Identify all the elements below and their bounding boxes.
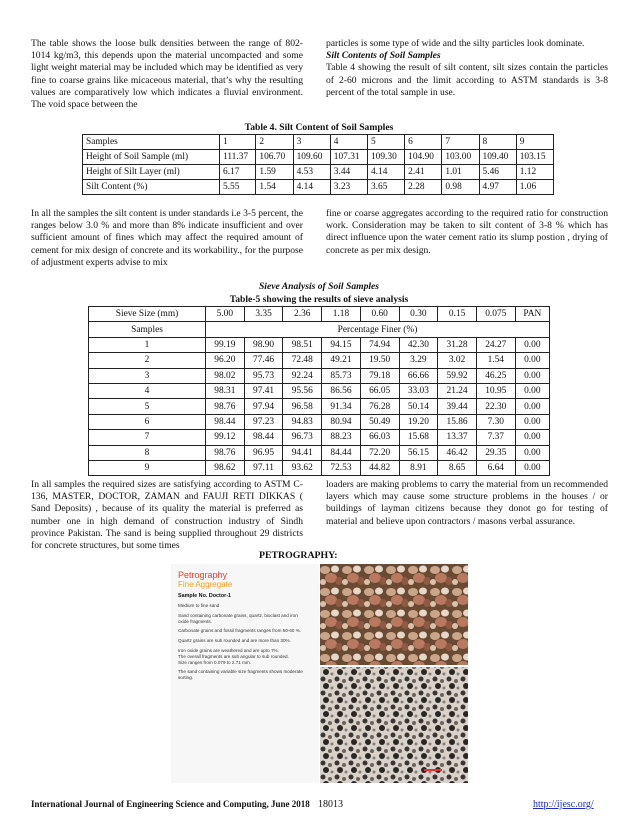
sample-number: 6	[89, 414, 206, 429]
table-cell: 98.44	[206, 414, 245, 429]
table-cell: 103.15	[516, 150, 553, 165]
table-cell: 4.14	[367, 165, 404, 180]
table-cell: 7	[442, 135, 479, 150]
table-row	[89, 399, 550, 414]
table-cell: 109.30	[367, 150, 404, 165]
table-cell: 97.23	[244, 414, 283, 429]
sieve-size: 5.00	[206, 307, 245, 322]
table-header-row	[89, 307, 550, 322]
sample-number: 8	[89, 445, 206, 460]
table-cell: 66.03	[360, 430, 399, 445]
row-label: Samples	[83, 135, 220, 150]
table-cell: 92.24	[283, 368, 322, 383]
table-cell: 99.19	[206, 337, 245, 352]
sieve-size: 0.075	[476, 307, 515, 322]
table-cell: 72.53	[322, 460, 361, 475]
table-cell: 96.20	[206, 353, 245, 368]
table-cell: 95.56	[283, 383, 322, 398]
table-cell: 46.25	[476, 368, 515, 383]
table-cell: 0.00	[515, 337, 549, 352]
section-heading: Silt Contents of Soil Samples	[326, 50, 441, 62]
table-row	[89, 337, 550, 352]
table-cell: 50.49	[360, 414, 399, 429]
table-cell: 66.05	[360, 383, 399, 398]
table-cell: 3.29	[399, 353, 438, 368]
table-cell: 59.92	[438, 368, 477, 383]
table-subheader-row	[89, 322, 550, 337]
table-cell: 6.64	[476, 460, 515, 475]
paragraph: In all the samples the silt content is under standards i.e 3-5 percent, the ranges below 3.0 % and more than 8% indicate insufficient and over sufficient amount of fines which may affect the required amount of cement for mix design of concrete and its workability., for the purpose of adjustment experts advise to mix	[31, 208, 304, 268]
table-cell: 97.94	[244, 399, 283, 414]
paragraph: The table shows the loose bulk densities between the range of 802-1014 kg/m3, this depends upon the material uncompacted and some light weight material may be included which may be identified as very fine to coarse grains like micaceous material, that’s why the resulting values are comparatively low which indicates a fluvial environment. The void space between the	[31, 38, 303, 111]
paragraph: In all samples the required sizes are satisfying according to ASTM C-136, MASTER, DOCTOR, ZAMAN and FAUJI RETI DIKKAS ( Sand Deposits) , because of its quality the material is preferred as number one in high demand of construction industry of Sindh province Pakistan. The sand is being supplied throughout 29 districts for concrete structures, but some times	[31, 479, 303, 552]
sieve-size: 0.60	[360, 307, 399, 322]
table-cell: 98.76	[206, 445, 245, 460]
table5-caption: Table-5 showing the results of sieve analysis	[229, 294, 409, 305]
petrography-text-panel	[171, 564, 319, 783]
table-cell: 0.00	[515, 460, 549, 475]
table-cell: 7.30	[476, 414, 515, 429]
table-cell: 1.54	[476, 353, 515, 368]
table-cell: 0.00	[515, 383, 549, 398]
table-cell: 86.56	[322, 383, 361, 398]
table-cell: 106.70	[256, 150, 293, 165]
table-cell: 22.30	[476, 399, 515, 414]
table-cell: 95.73	[244, 368, 283, 383]
table-cell: 1.01	[442, 165, 479, 180]
table-row	[89, 460, 550, 475]
sample-number: 3	[89, 368, 206, 383]
footer-url[interactable]: http://ijesc.org/	[533, 799, 594, 810]
right-column-mid	[326, 208, 608, 257]
table-row	[89, 368, 550, 383]
table-cell: 6.17	[220, 165, 256, 180]
table-cell: 98.44	[244, 430, 283, 445]
table-cell: 1	[220, 135, 256, 150]
table-cell: 96.73	[283, 430, 322, 445]
paragraph: fine or coarse aggregates according to the required ratio for construction work. Consideration may be taken to silt content of 3-8 % which has direct influence upon the water cement ratio its slump postion , drying of concrete as per mix design.	[326, 208, 608, 256]
sieve-size: 2.36	[283, 307, 322, 322]
table-cell: 3.23	[330, 180, 367, 195]
table-cell: 1.12	[516, 165, 553, 180]
table-cell: 76.28	[360, 399, 399, 414]
sieve-size: 1.18	[322, 307, 361, 322]
table-cell: 5.55	[220, 180, 256, 195]
table-cell: 8.91	[399, 460, 438, 475]
table-row	[89, 383, 550, 398]
table-cell: 1.54	[256, 180, 293, 195]
sample-number: 9	[89, 460, 206, 475]
table-cell: 88.23	[322, 430, 361, 445]
table-cell: 3.44	[330, 165, 367, 180]
table-row	[89, 445, 550, 460]
table-cell: 66.66	[399, 368, 438, 383]
row-label: Height of Silt Layer (ml)	[83, 165, 220, 180]
sample-number: 2	[89, 353, 206, 368]
table-cell: 49.21	[322, 353, 361, 368]
figure-sample: Sample No. Doctor-1	[178, 593, 232, 599]
left-column-top	[31, 38, 303, 111]
table-cell: 97.11	[244, 460, 283, 475]
table-cell: 5	[367, 135, 404, 150]
table-cell: 10.95	[476, 383, 515, 398]
table-cell: 8	[479, 135, 516, 150]
right-column-bottom	[326, 479, 608, 528]
table-row	[89, 353, 550, 368]
sample-number: 5	[89, 399, 206, 414]
table-cell: 103.00	[442, 150, 479, 165]
table-cell: 2.41	[405, 165, 442, 180]
table-cell: 99.12	[206, 430, 245, 445]
sieve-size-label: Sieve Size (mm)	[89, 307, 206, 322]
table-cell: 24.27	[476, 337, 515, 352]
table-cell: 98.31	[206, 383, 245, 398]
figure-note: Quartz grains are sub rounded and are more than 30%.	[178, 638, 291, 644]
table-row	[83, 180, 554, 195]
footer-journal	[31, 799, 343, 810]
table-cell: 94.83	[283, 414, 322, 429]
micrograph-images	[320, 564, 468, 783]
table-cell: 104.90	[405, 150, 442, 165]
table4	[82, 134, 554, 195]
thin-section-photo	[320, 667, 468, 783]
paragraph: particles is some type of wide and the silty particles look dominate.	[326, 38, 585, 49]
table-cell: 0.00	[515, 368, 549, 383]
table-cell: 94.41	[283, 445, 322, 460]
table-cell: 4.53	[293, 165, 330, 180]
table-cell: 72.20	[360, 445, 399, 460]
table-cell: 2	[256, 135, 293, 150]
table-cell: 98.02	[206, 368, 245, 383]
table-cell: 107.31	[330, 150, 367, 165]
left-column-bottom	[31, 479, 303, 552]
table-cell: 77.46	[244, 353, 283, 368]
table-cell: 94.15	[322, 337, 361, 352]
table-cell: 96.58	[283, 399, 322, 414]
table-row	[83, 150, 554, 165]
table-cell: 19.50	[360, 353, 399, 368]
table-cell: 96.95	[244, 445, 283, 460]
table-cell: 0.00	[515, 353, 549, 368]
sieve-size: 3.35	[244, 307, 283, 322]
table-cell: 4.97	[479, 180, 516, 195]
table-cell: 98.90	[244, 337, 283, 352]
figure-title: Petrography	[178, 570, 228, 580]
sample-number: 1	[89, 337, 206, 352]
table-cell: 2.28	[405, 180, 442, 195]
table-cell: 21.24	[438, 383, 477, 398]
table-cell: 5.46	[479, 165, 516, 180]
table-cell: 98.51	[283, 337, 322, 352]
sieve-size: 0.15	[438, 307, 477, 322]
journal-name: International Journal of Engineering Science and Computing, June 2018	[31, 799, 310, 809]
table5	[88, 306, 550, 476]
table-cell: 80.94	[322, 414, 361, 429]
table-cell: 3.02	[438, 353, 477, 368]
table-cell: 29.35	[476, 445, 515, 460]
sieve-size: 0.30	[399, 307, 438, 322]
figure-notes	[178, 603, 306, 681]
row-label: Height of Soil Sample (ml)	[83, 150, 220, 165]
table-cell: 1.06	[516, 180, 553, 195]
table-cell: 72.48	[283, 353, 322, 368]
table-cell: 33.03	[399, 383, 438, 398]
table-cell: 1.59	[256, 165, 293, 180]
table-cell: 15.86	[438, 414, 477, 429]
table-cell: 4	[330, 135, 367, 150]
table-cell: 19.20	[399, 414, 438, 429]
table-cell: 44.82	[360, 460, 399, 475]
table-row	[89, 414, 550, 429]
scale-bar	[424, 769, 442, 771]
table-cell: 56.15	[399, 445, 438, 460]
table-cell: 98.76	[206, 399, 245, 414]
table-cell: 111.37	[220, 150, 256, 165]
figure-note: Iron oxide grains are weathered and are upto 7%. The overall fragments are sub angular to sub rounded. Size ranges from 0.079 to 2.71 mm.	[178, 647, 289, 665]
table-cell: 0.00	[515, 430, 549, 445]
table-cell: 6	[405, 135, 442, 150]
samples-label: Samples	[89, 322, 206, 337]
figure-note: Medium to fine sand	[178, 603, 220, 608]
sieve-size: PAN	[515, 307, 549, 322]
table-cell: 4.14	[293, 180, 330, 195]
table-cell: 31.28	[438, 337, 477, 352]
table-cell: 98.62	[206, 460, 245, 475]
table-row	[83, 135, 554, 150]
paragraph: loaders are making problems to carry the material from un recommended layers which may cause some structure problems in the houses / or buildings of layman citizens because they donot go for testing of material and believe upon contractors / masons verbal assurance.	[326, 479, 608, 527]
table-cell: 0.00	[515, 445, 549, 460]
table-cell: 79.18	[360, 368, 399, 383]
table-row	[83, 165, 554, 180]
figure-note: Carbonate grains and fossil fragments ranges from 50-60 %.	[178, 628, 302, 634]
table-cell: 7.37	[476, 430, 515, 445]
table-cell: 9	[516, 135, 553, 150]
table-cell: 50.14	[399, 399, 438, 414]
table-cell: 0.00	[515, 414, 549, 429]
paragraph: Table 4 showing the result of silt content, silt sizes contain the particles of 2-60 microns and the limit according to ASTM standards is 3-8 percent of the total sample in use.	[326, 62, 608, 98]
figure-note: The sand containing variable size fragments shows moderate sorting.	[178, 669, 303, 681]
table-cell: 3	[293, 135, 330, 150]
table-cell: 8.65	[438, 460, 477, 475]
left-column-mid	[31, 208, 303, 269]
table-cell: 0.00	[515, 399, 549, 414]
page-number: 18013	[318, 799, 344, 810]
table-cell: 109.60	[293, 150, 330, 165]
table-cell: 0.98	[442, 180, 479, 195]
right-column-top	[326, 38, 608, 99]
table-row	[89, 430, 550, 445]
figure-subtitle: Fine Aggregate	[178, 580, 233, 589]
table-cell: 84.44	[322, 445, 361, 460]
table-cell: 74.94	[360, 337, 399, 352]
table-cell: 13.37	[438, 430, 477, 445]
sample-number: 7	[89, 430, 206, 445]
figure-note: Sand containing carbonate grains, quartz, bioclast and iron oxide fragments.	[178, 612, 298, 624]
sieve-heading: Sieve Analysis of Soil Samples	[258, 281, 380, 292]
table-cell: 91.34	[322, 399, 361, 414]
sand-grains-photo	[320, 564, 468, 665]
table-cell: 85.73	[322, 368, 361, 383]
table-cell: 42.30	[399, 337, 438, 352]
table-cell: 109.40	[479, 150, 516, 165]
table-cell: 39.44	[438, 399, 477, 414]
table-cell: 15.68	[399, 430, 438, 445]
table-cell: 3.65	[367, 180, 404, 195]
table4-caption: Table 4. Silt Content of Soil Samples	[244, 122, 394, 133]
percentage-finer-label: Percentage Finer (%)	[206, 322, 550, 337]
table-cell: 97.41	[244, 383, 283, 398]
row-label: Silt Content (%)	[83, 180, 220, 195]
sample-number: 4	[89, 383, 206, 398]
petrography-heading: PETROGRAPHY:	[259, 550, 338, 561]
table-cell: 46.42	[438, 445, 477, 460]
table-cell: 93.62	[283, 460, 322, 475]
